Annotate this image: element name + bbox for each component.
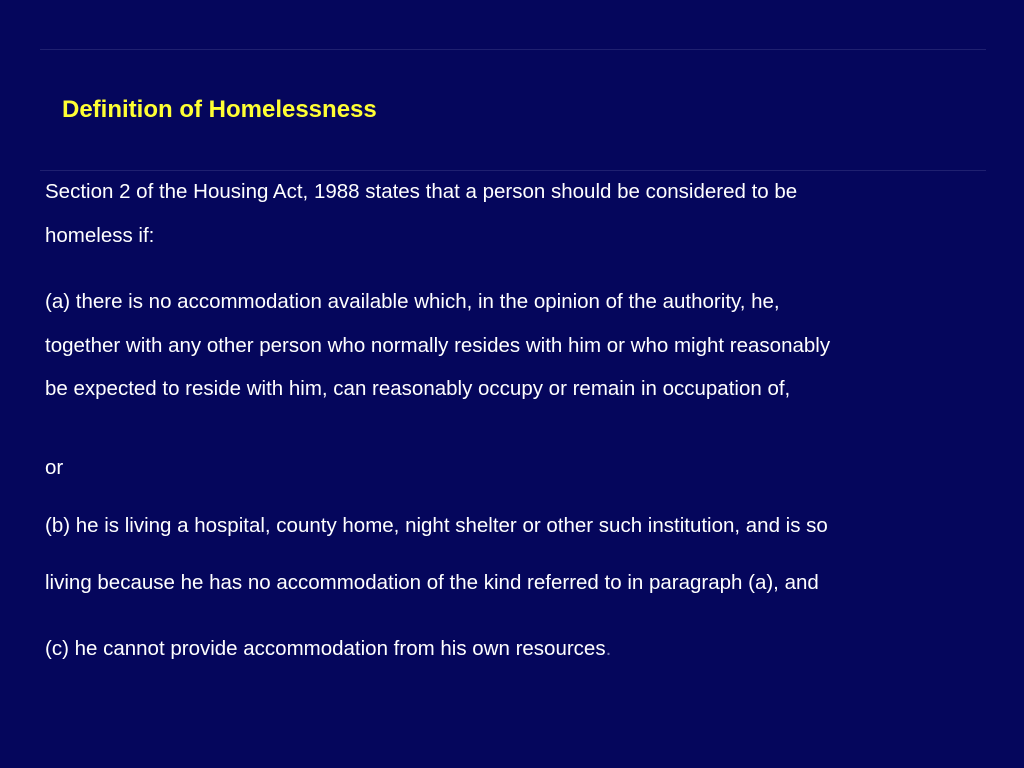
slide-title: Definition of Homelessness	[62, 96, 377, 123]
clause-a-line-3: be expected to reside with him, can reasonably occupy or remain in occupation of,	[45, 377, 791, 400]
intro-line-2: homeless if:	[45, 224, 155, 247]
clause-a-line-2: together with any other person who normally resides with him or who might reasonably	[45, 334, 831, 357]
clause-c-line-1	[45, 637, 611, 661]
clause-c-text: (c) he cannot provide accommodation from his own resources	[45, 637, 606, 660]
title-divider	[40, 170, 986, 171]
clause-b-line-1: (b) he is living a hospital, county home, night shelter or other such institution, and is so	[45, 514, 828, 537]
clause-b-line-2: living because he has no accommodation of the kind referred to in paragraph (a), and	[45, 571, 819, 594]
or-connector: or	[45, 456, 64, 479]
top-divider	[40, 49, 986, 50]
clause-a-line-1: (a) there is no accommodation available which, in the opinion of the authority, he,	[45, 290, 780, 313]
intro-line-1: Section 2 of the Housing Act, 1988 states that a person should be considered to be	[45, 180, 798, 203]
clause-c-period: .	[605, 637, 612, 660]
